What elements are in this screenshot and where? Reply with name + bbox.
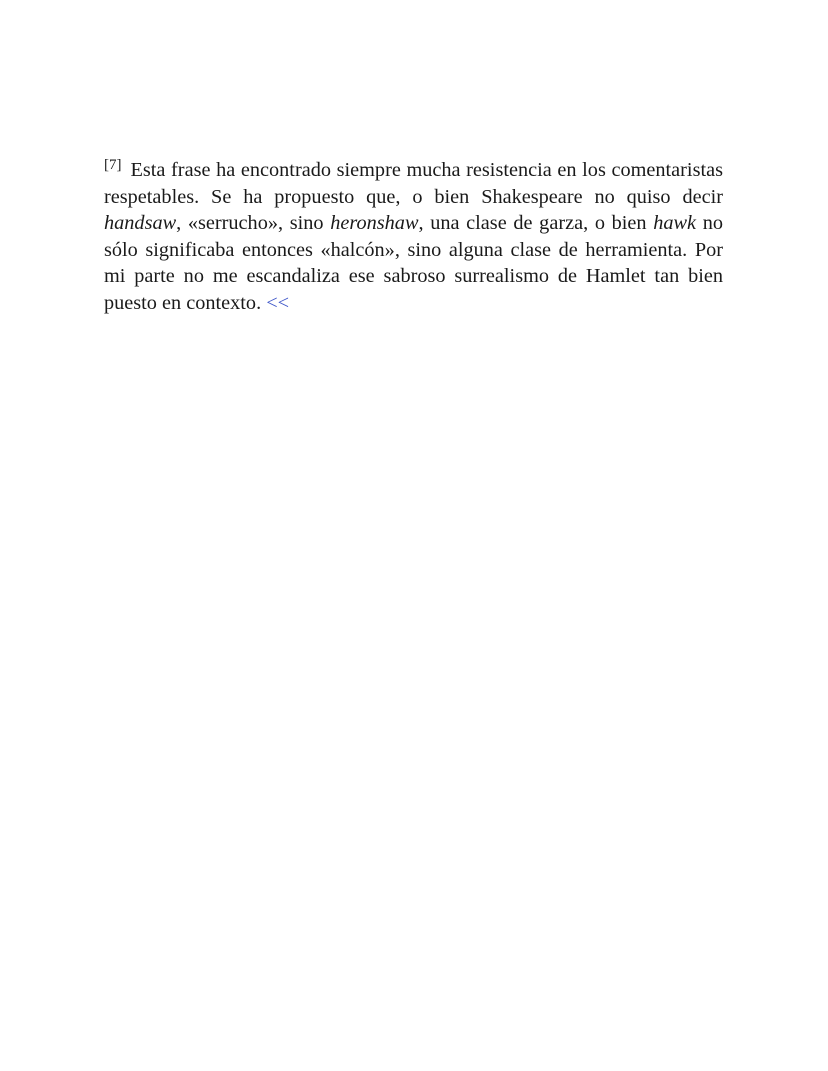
footnote-paragraph <box>104 157 723 317</box>
footnote-text: Esta frase ha encontrado siempre mucha resistencia en los comentaristas respetables. Se ha propuesto que, o bien Shakespeare no quiso decir <box>104 159 723 208</box>
back-to-text-link[interactable]: << <box>266 291 290 314</box>
footnote-italic-term: hawk <box>653 212 697 235</box>
footnote-italic-term: heronshaw <box>330 212 419 235</box>
footnote-text: , una clase de garza, o bien <box>418 212 654 235</box>
footnote-italic-term: handsaw <box>104 212 177 235</box>
footnote-text: , «serrucho», sino <box>176 212 331 235</box>
footnote-marker: [7] <box>104 157 122 174</box>
footnote-text: no sólo significaba entonces «halcón», sino alguna clase de herramienta. Por mi parte no me escandaliza ese sabroso surrealismo de Hamlet tan bien puesto en contexto. <box>104 212 723 314</box>
